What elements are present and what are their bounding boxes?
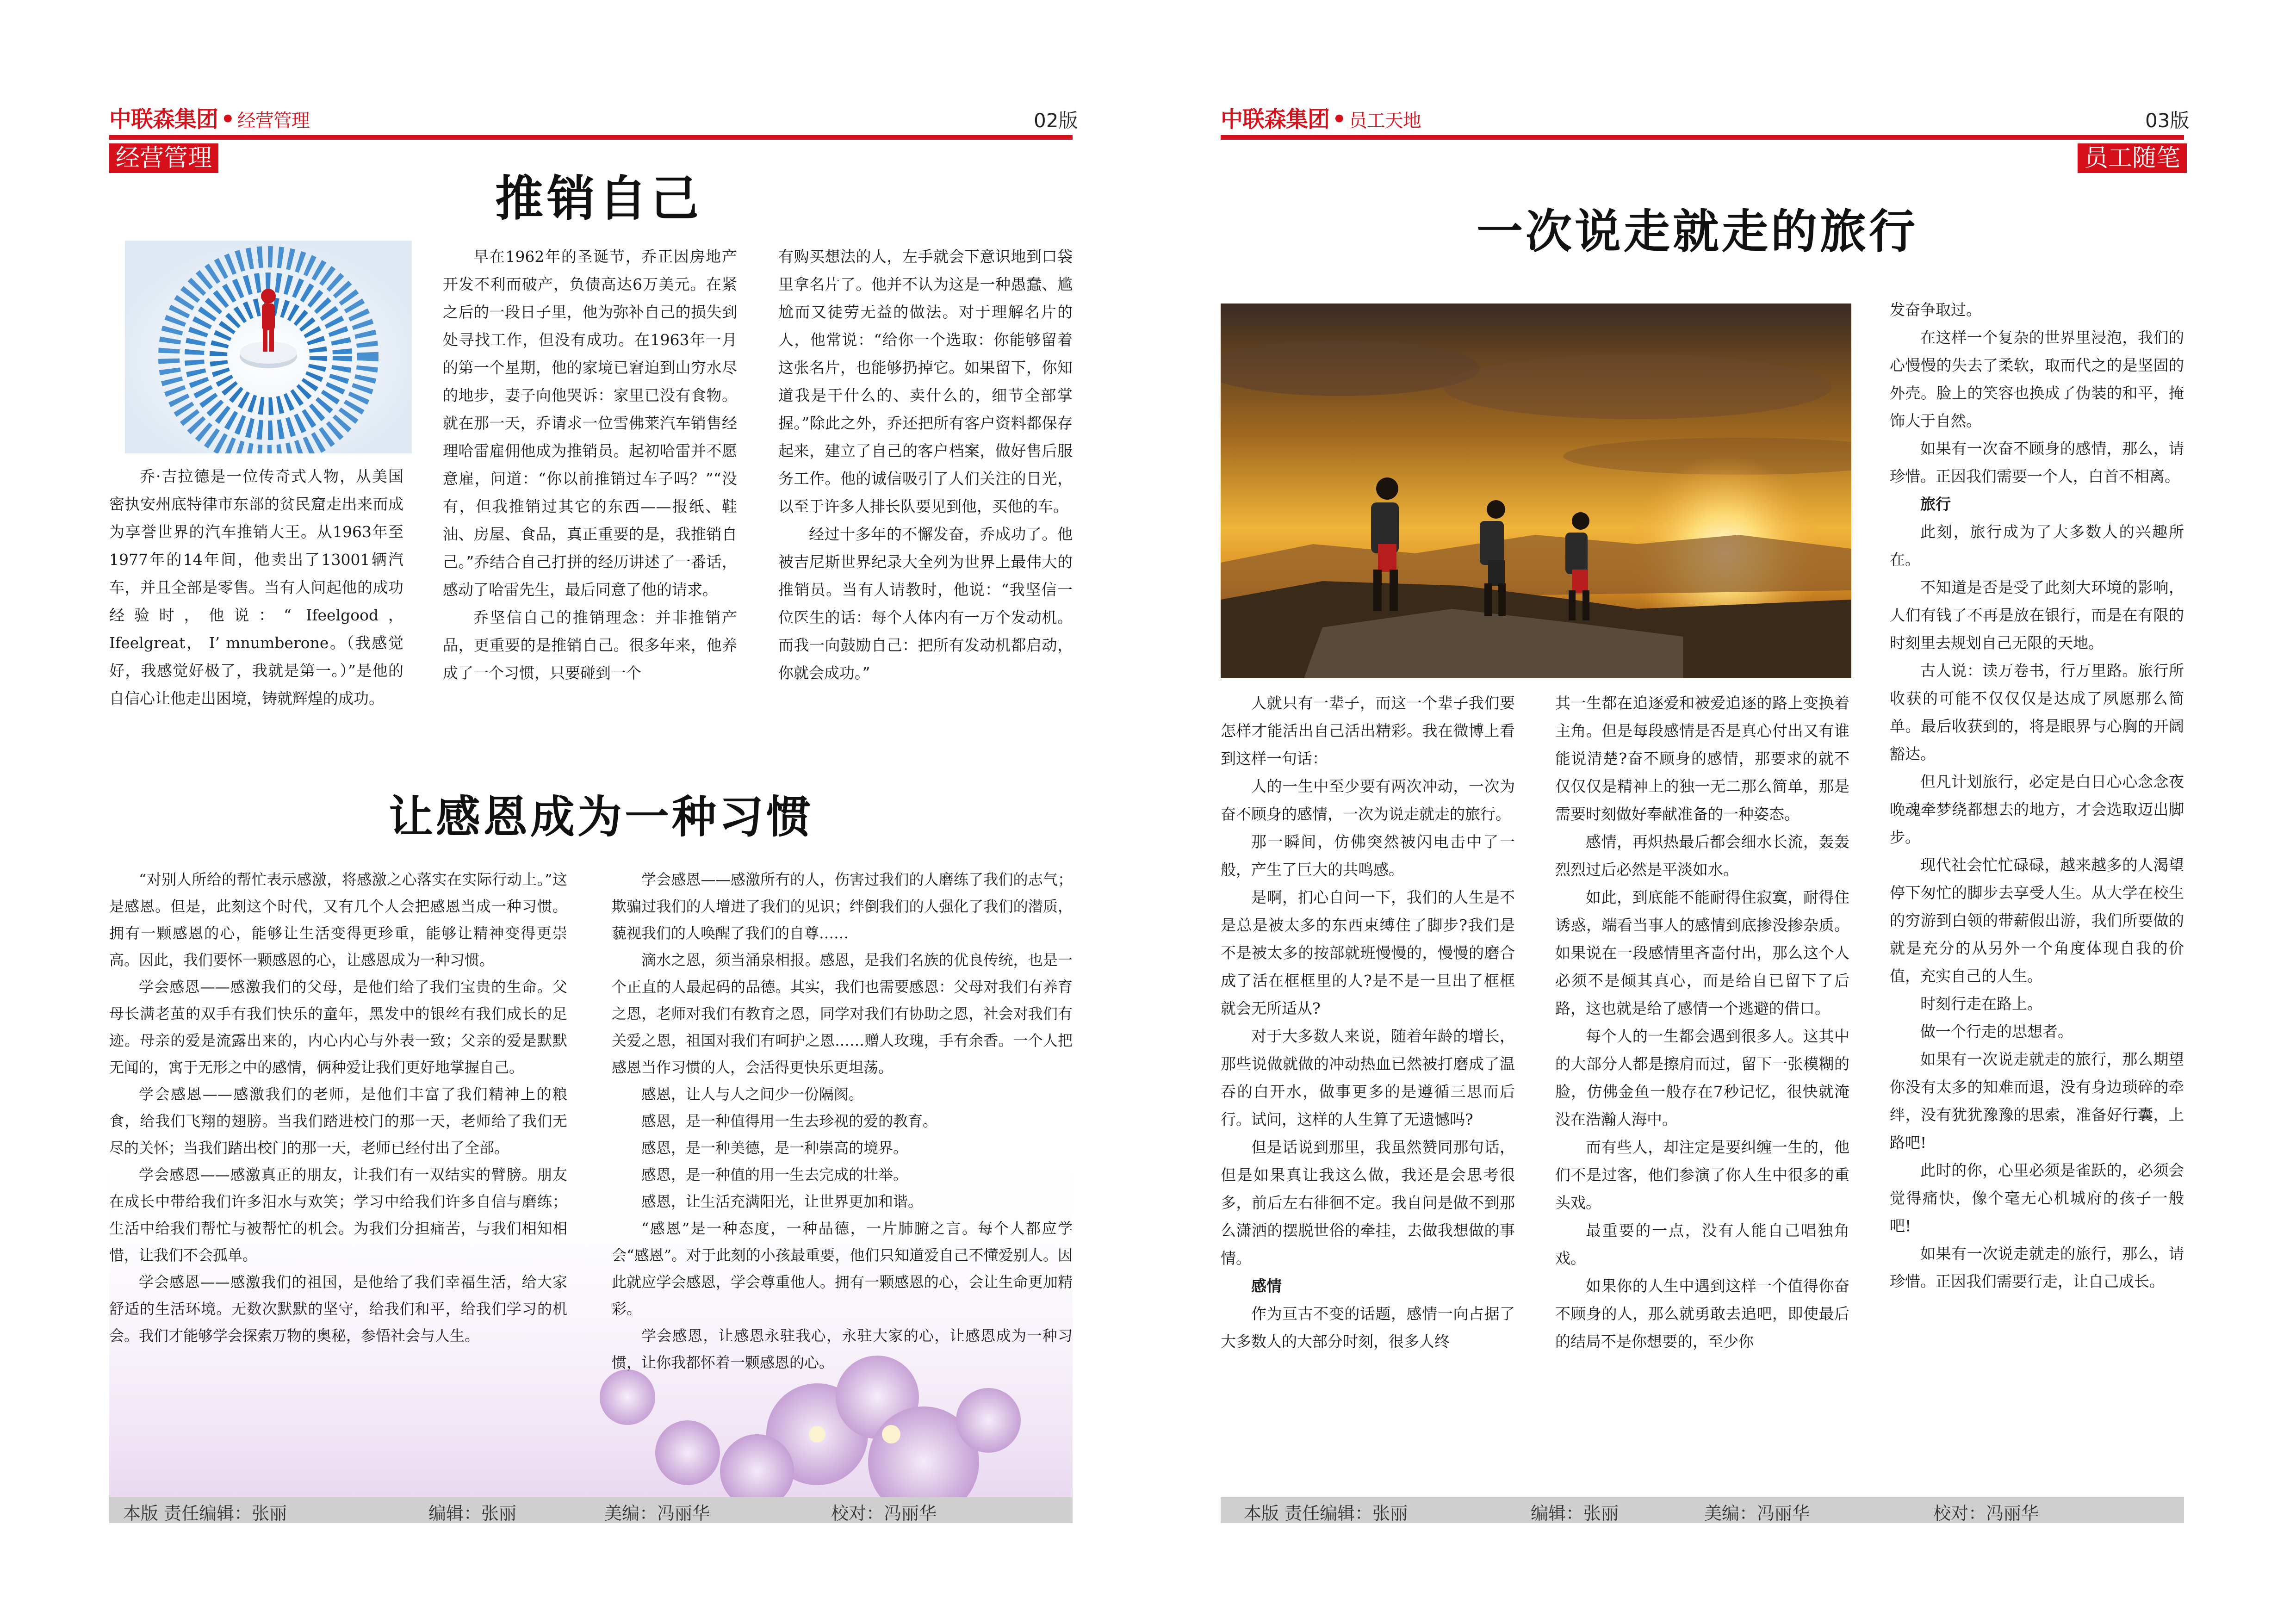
- article1-col2: 早在1962年的圣诞节，乔正因房地产开发不利而破产，负债高达6万美元。在紧之后的一段日子里，他为弥补自己的损失到处寻找工作，但没有成功。在1963年一月的第一个星期，他的家境已窘迫到山穷水尽的地步，妻子向他哭诉：家里已没有食物。就在那一天，乔请求一位雪佛莱汽车销售经理哈雷雇佣他成为推销员。起初哈雷并不愿意雇，问道：“你以前推销过车子吗？”“没有，但我推销过其它的东西——报纸、鞋油、房屋、食品，真正重要的是，我推销自己。”乔结合自己打拼的经历讲述了一番话，感动了哈雷先生，最后同意了他的请求。 乔坚信自己的推销理念：并非推销产品，更重要的是推销自己。很多年来，他养成了一个习惯，只要碰到一个: [443, 248, 737, 682]
- footer-art-editor: 美编：冯丽华: [604, 1503, 710, 1524]
- edition-number: 02版: [1034, 109, 1078, 132]
- footer-lead-editor: 本版 责任编辑：张丽: [123, 1503, 287, 1524]
- footer-proofreader: 校对：冯丽华: [1933, 1503, 2039, 1524]
- page-03: [1148, 0, 2296, 1623]
- footer-lead-editor: 本版 责任编辑：张丽: [1244, 1503, 1408, 1524]
- crowd-leader-illustration: [125, 241, 412, 453]
- article-col2: 其一生都在追逐爱和被爱追逐的路上变换着主角。但是每段感情是否是真心付出又有谁能说清楚?奋不顾身的感情，那要求的就不仅仅仅是精神上的独一无二那么简单，那是需要时刻做好奉献准备的一种姿态。 感情，再炽热最后都会细水长流，轰轰烈烈过后必然是平淡如水。 如此，到底能不能耐得住寂寞，耐得住诱惑，端看当事人的感情到底掺没掺杂质。如果说在一段感情里吝啬付出，那么这个人必须不是倾其真心，而是给自已留下了后路，这也就是给了感情一个逃避的借口。 每个人的一生都会遇到很多人。这其中的大部分人都是擦肩而过，留下一张模糊的脸，仿佛金鱼一般存在7秒记忆，很快就淹没在浩瀚人海中。 而有些人，却注定是要纠缠一生的，他们不是过客，他们参演了你人生中很多的重头戏。 最重要的一点，没有人能自己唱独角戏。 如果你的人生中遇到这样一个值得你奋不顾身的人，那么就勇敢去追吧，即使最后的结局不是你想要的，至少你: [1555, 694, 1849, 1350]
- footer-editor: 编辑：张丽: [428, 1503, 517, 1524]
- page-header: [109, 105, 310, 133]
- brand-logo: 中联森集团 • 经营管理: [109, 106, 310, 132]
- page-footer: [1221, 1497, 2184, 1523]
- footer-editor: 编辑：张丽: [1531, 1503, 1619, 1524]
- article-title: 一次说走就走的旅行: [1477, 204, 1918, 259]
- page-header: [1221, 105, 1421, 133]
- article2-col1: “对别人所给的帮忙表示感激，将感激之心落实在实际行动上。”这是感恩。但是，此刻这个时代，又有几个人会把感恩当成一种习惯。拥有一颗感恩的心，能够让生活变得更珍重，能够让精神变得更崇高。因此，我们要怀一颗感恩的心，让感恩成为一种习惯。 学会感恩——感激我们的父母，是他们给了我们宝贵的生命。父母长满老茧的双手有我们快乐的童年，黑发中的银丝有我们成长的足迹。母亲的爱是流露出来的，内心内心与外表一致；父亲的爱是默默无闻的，寓于无形之中的感情，俩种爱让我们更好地掌握自己。 学会感恩——感激我们的老师，是他们丰富了我们精神上的粮食，给我们飞翔的翅膀。当我们踏进校门的那一天，老师给了我们无尽的关怀；当我们踏出校门的那一天，老师已经付出了全部。 学会感恩——感激真正的朋友，让我们有一双结实的臂膀。朋友在成长中带给我们许多泪水与欢笑；学习中给我们许多自信与磨练；生活中给我们帮忙与被帮忙的机会。为我们分担痛苦，与我们相知相惜，让我们不会孤单。 学会感恩——感激我们的祖国，是他给了我们幸福生活，给大家舒适的生活环境。无数次默默的坚守，给我们和平，给我们学习的机会。我们才能够学会探索万物的奥秘，参悟社会与人生。: [109, 871, 567, 1344]
- page-footer: [109, 1497, 1073, 1523]
- footer-art-editor: 美编：冯丽华: [1704, 1503, 1810, 1524]
- article-title: 推销自己: [495, 170, 703, 227]
- article1-col3: 有购买想法的人，左手就会下意识地到口袋里拿名片了。他并不认为这是一种愚蠢、尴尬而又徒劳无益的做法。对于理解名片的人，他常说：“给你一个选取：你能够留着这张名片，也能够扔掉它。如果留下，你知道我是干什么的、卖什么的，细节全部掌握。”除此之外，乔还把所有客户资料都保存起来，建立了自己的客户档案，做好售后服务工作。他的诚信吸引了人们关注的目光，以至于许多人排长队要见到他，买他的车。 经过十多年的不懈发奋，乔成功了。他被吉尼斯世界纪录大全列为世界上最伟大的推销员。当有人请教时，他说：“我坚信一位医生的话：每个人体内有一万个发动机。而我一向鼓励自己：把所有发动机都启动，你就会成功。”: [778, 248, 1073, 682]
- article1-col1: 乔·吉拉德是一位传奇式人物，从美国密执安州底特律市东部的贫民窟走出来而成为享誉世界的汽车推销大王。从1963年至1977年的14年间，他卖出了13001辆汽车，并且全部是零售。当有人问起他的成功经验时，他说：“ Ifeelgood， Ifeelgreat， I’ mnumberone。（我感觉好，我感觉好极了，我就是第一。）”是他的自信心让他走出困境，铸就辉煌的成功。: [109, 467, 403, 707]
- edition-number: 03版: [2145, 109, 2190, 132]
- subheading: 感情: [1251, 1277, 1282, 1295]
- subheading: 旅行: [1920, 495, 1951, 513]
- article-col1: 人就只有一辈子，而这一个辈子我们要怎样才能活出自己活出精彩。我在微博上看到这样一句话： 人的一生中至少要有两次冲动，一次为奋不顾身的感情，一次为说走就走的旅行。 那一瞬间，仿佛突然被闪电击中了一般，产生了巨大的共鸣感。 是啊，扪心自问一下，我们的人生是不是总是被太多的东西束缚住了脚步?我们是不是被太多的按部就班慢慢的，慢慢的磨合成了活在框框里的人?是不是一旦出了框框就会无所适从? 对于大多数人来说，随着年龄的增长，那些说做就做的冲动热血已然被打磨成了温吞的白开水，做事更多的是遵循三思而后行。试问，这样的人生算了无遗憾吗? 但是话说到那里，我虽然赞同那句话，但是如果真让我这么做，我还是会思考很多，前后左右徘徊不定。我自问是做不到那么潇洒的摆脱世俗的牵挂，去做我想做的事情。 感情 作为亘古不变的话题，感情一向占据了大多数人的大部分时刻，很多人终: [1221, 694, 1515, 1350]
- hikers-sunset-photo: [1221, 304, 1851, 678]
- section-tag: 经营管理: [109, 143, 218, 173]
- header-rule: [1221, 135, 2184, 140]
- footer-proofreader: 校对：冯丽华: [831, 1503, 937, 1524]
- brand-logo: 中联森集团 • 员工天地: [1221, 106, 1421, 132]
- article2-col2: 学会感恩——感激所有的人，伤害过我们的人磨练了我们的志气；欺骗过我们的人增进了我们的见识；绊倒我们的人强化了我们的潜质，藐视我们的人唤醒了我们的自尊…… 滴水之恩，须当涌泉相报。感恩，是我们名族的优良传统，也是一个正直的人最起码的品德。其实，我们也需要感恩：父母对我们有养育之恩，老师对我们有教育之恩，同学对我们有协助之恩，社会对我们有关爱之恩，祖国对我们有呵护之恩……赠人玫瑰，手有余香。一个人把感恩当作习惯的人，会活得更快乐更坦荡。 感恩，让人与人之间少一份隔阂。 感恩，是一种值得用一生去珍视的爱的教育。 感恩，是一种美德，是一种崇高的境界。 感恩，是一种值的用一生去完成的壮举。 感恩，让生活充满阳光，让世界更加和谐。 “感恩”是一种态度，一种品德，一片肺腑之言。每个人都应学会“感恩”。对于此刻的小孩最重要，他们只知道爱自己不懂爱别人。因此就应学会感恩，学会尊重他人。拥有一颗感恩的心，会让生命更加精彩。 学会感恩，让感恩永驻我心，永驻大家的心，让感恩成为一种习惯，让你我都怀着一颗感恩的心。: [612, 871, 1073, 1371]
- article-col3: 发奋争取过。 在这样一个复杂的世界里浸泡，我们的心慢慢的失去了柔软，取而代之的是坚固的外壳。脸上的笑容也换成了伪装的和平，掩饰大于自然。 如果有一次奋不顾身的感情，那么，请珍惜。正因我们需要一个人，白首不相离。 旅行 此刻，旅行成为了大多数人的兴趣所在。 不知道是否是受了此刻大环境的影响，人们有钱了不再是放在银行，而是在有限的时刻里去规划自己无限的天地。 古人说：读万卷书，行万里路。旅行所收获的可能不仅仅仅是达成了夙愿那么简单。最后收获到的，将是眼界与心胸的开阔豁达。 但凡计划旅行，必定是白日心心念念夜晚魂牵梦绕都想去的地方，才会选取迈出脚步。 现代社会忙忙碌碌，越来越多的人渴望停下匆忙的脚步去享受人生。从大学在校生的穷游到白领的带薪假出游，我们所要做的就是充分的从另外一个角度体现自我的价值，充实自己的人生。 时刻行走在路上。 做一个行走的思想者。 如果有一次说走就走的旅行，那么期望你没有太多的知难而退，没有身边琐碎的牵绊，没有犹犹豫豫的思索，准备好行囊，上路吧! 此时的你，心里必须是雀跃的，必须会觉得痛快，像个毫无心机城府的孩子一般吧! 如果有一次说走就走的旅行，那么，请珍惜。正因我们需要行走，让自己成长。: [1890, 301, 2184, 1290]
- section-tag: 员工随笔: [2078, 143, 2187, 173]
- article-title: 让感恩成为一种习惯: [389, 791, 813, 843]
- header-rule: [109, 135, 1073, 140]
